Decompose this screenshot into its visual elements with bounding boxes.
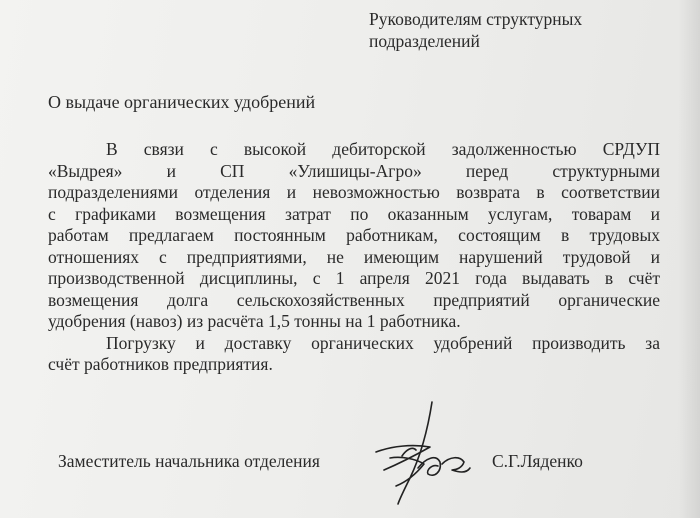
addressee-line-1: Руководителям структурных [369,9,583,29]
body-line: удобрения (навоз) из расчёта 1,5 тонны на 1 работника. [48,311,461,331]
addressee-block [369,8,582,52]
addressee-line-2: подразделений [369,31,480,51]
body-line: с графиками возмещения затрат по оказанным услугам, товарам и [48,203,660,224]
body-line: подразделениями отделения и невозможностью возврата в соответствии [48,182,660,202]
document-body [48,139,660,376]
body-line: возмещения долга сельскохозяйственных предприятий органические [48,289,660,310]
page-edge-shadow [678,0,700,518]
document-subject: О выдаче органических удобрений [48,92,316,112]
body-line: Погрузку и доставку органических удобрений производить за [106,332,660,353]
body-line: «Выдрея» и СП «Улишицы-Агро» перед структурными [48,160,660,181]
signer-title: Заместитель начальника отделения [58,451,320,471]
signer-name: С.Г.Ляденко [492,451,583,471]
handwritten-signature [370,398,480,508]
body-line: производственной дисциплины, с 1 апреля 2021 года выдавать в счёт [48,268,660,288]
body-line: В связи с высокой дебиторской задолженностью СРДУП [106,139,660,159]
body-line: отношениях с предприятиями, не имеющим нарушений трудовой и [48,246,660,267]
body-line: работам предлагаем постоянным работникам, состоящим в трудовых [48,225,660,245]
body-line: счёт работников предприятия. [48,354,273,374]
